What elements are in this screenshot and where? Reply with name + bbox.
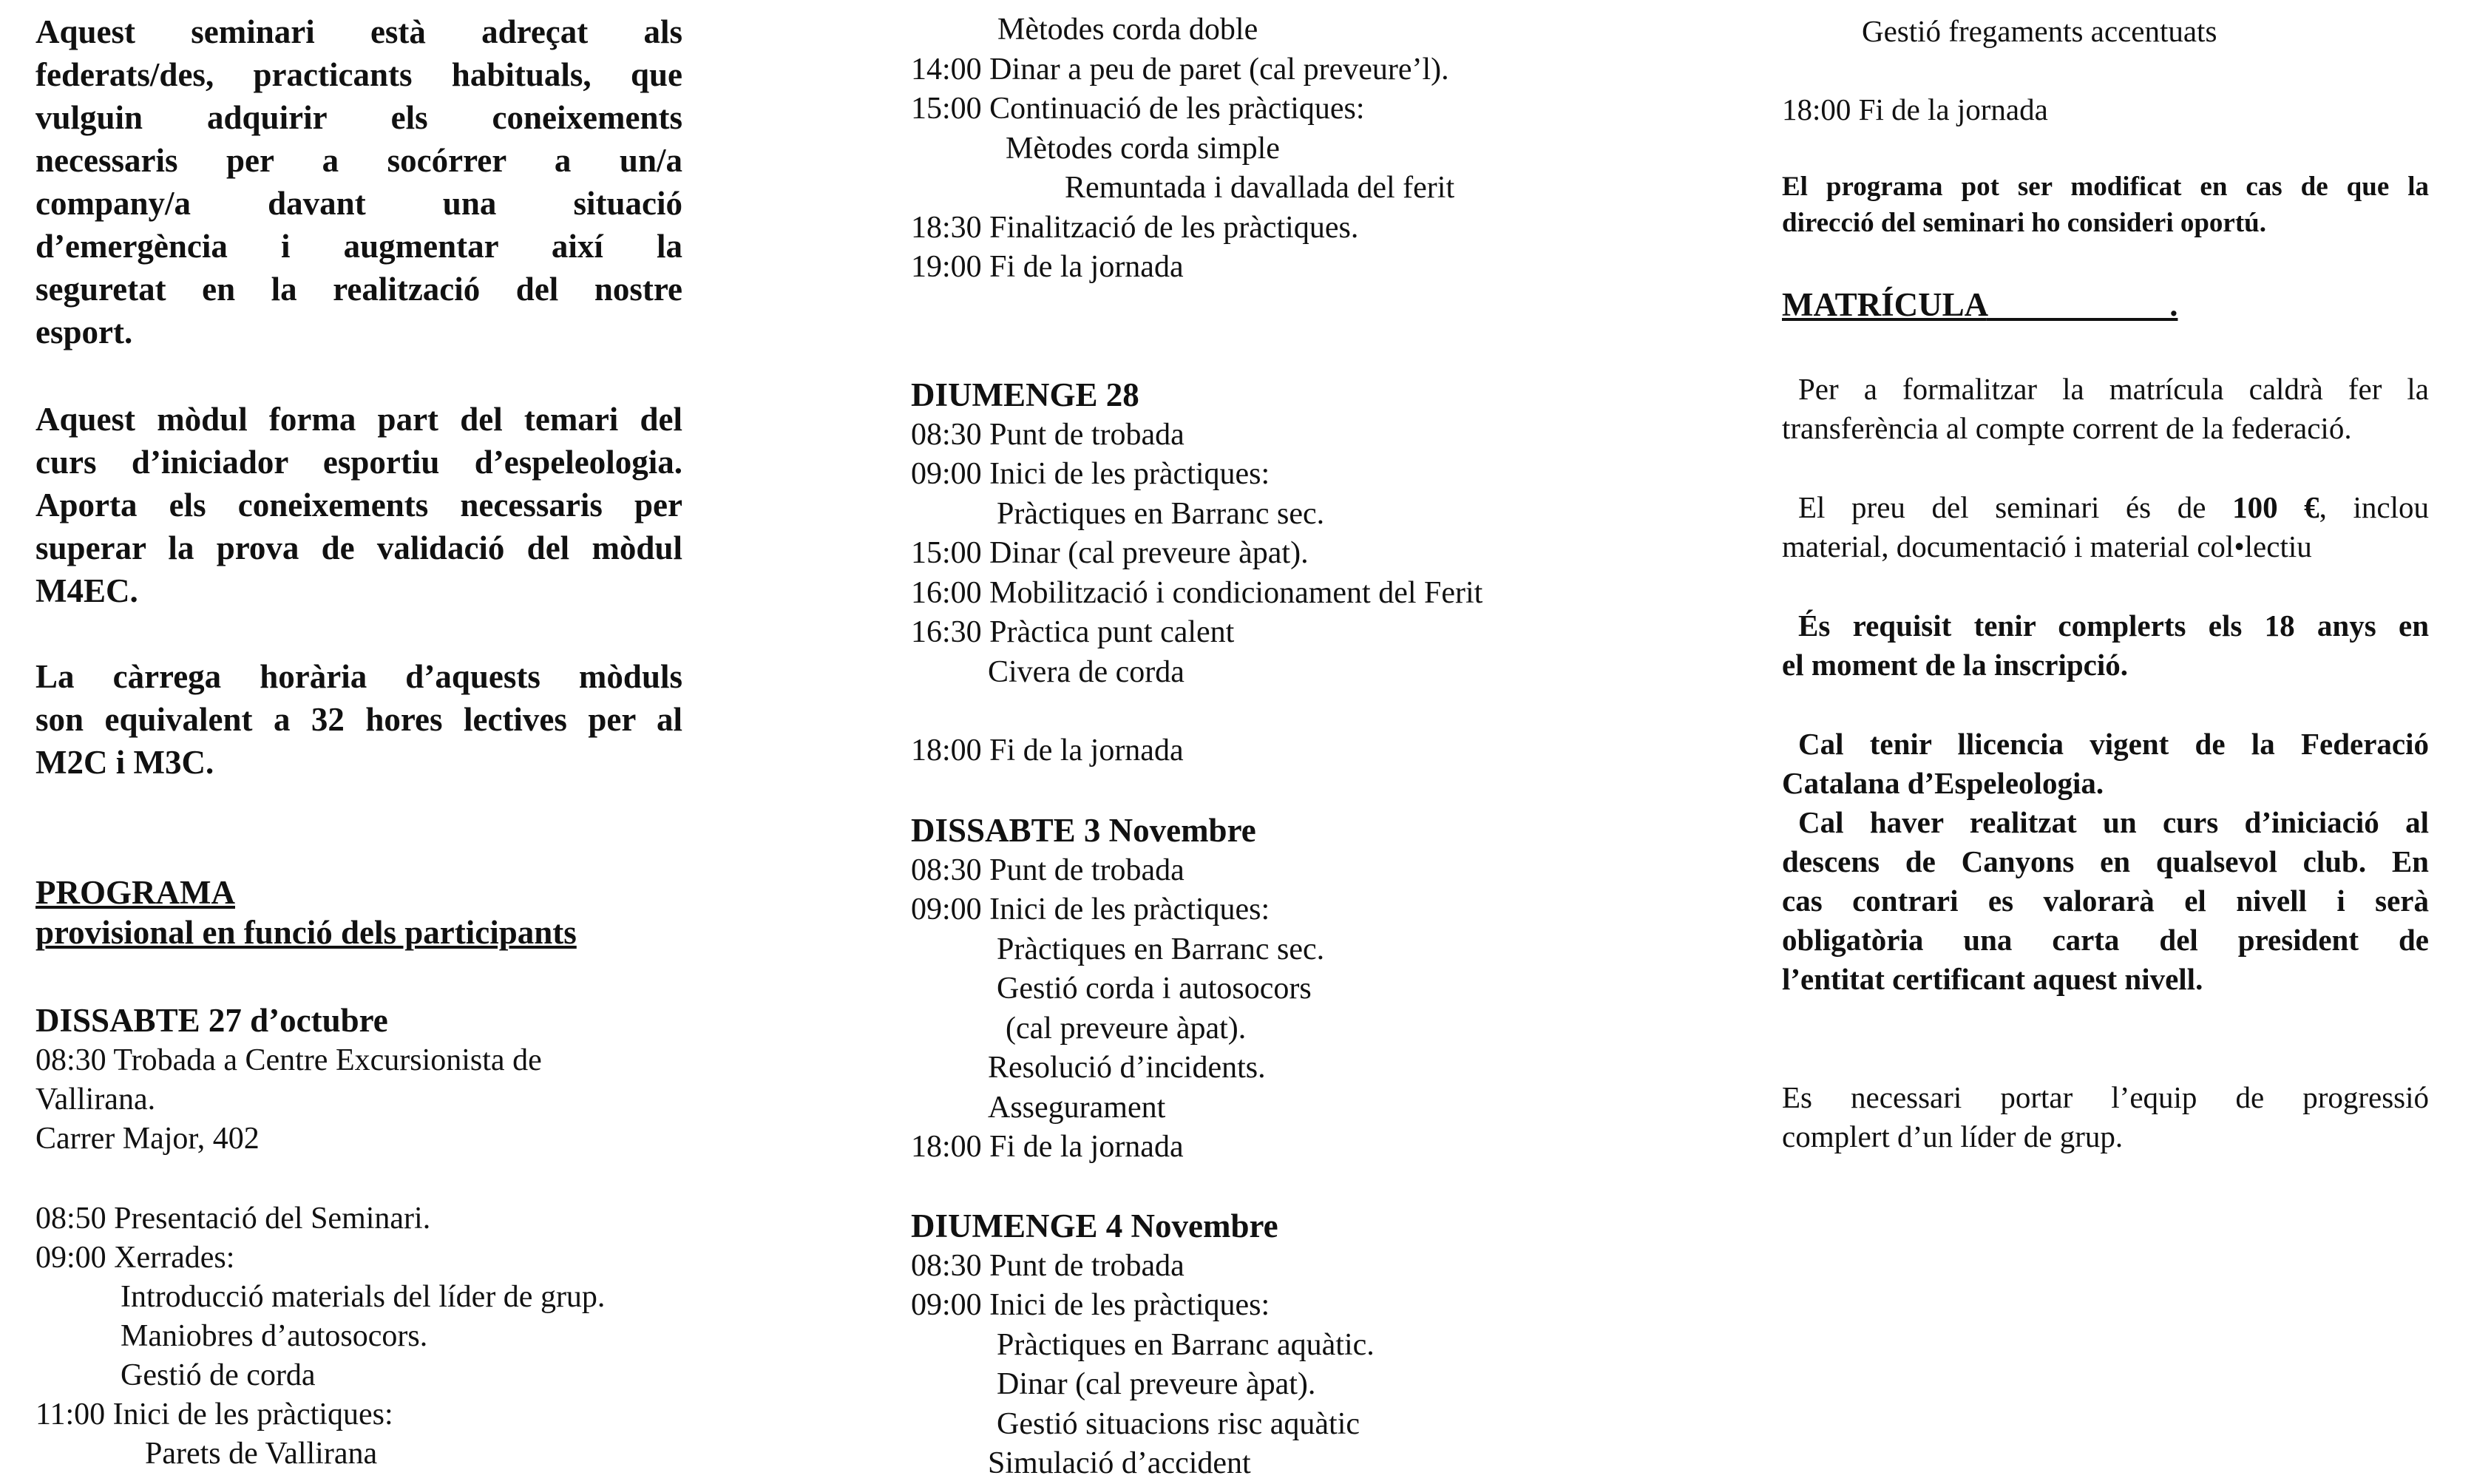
text-line: Resolució d’incidents. [988,1051,1266,1085]
requirement-age [1782,606,2429,685]
text-line: vulguin adquirir els coneixements [35,99,682,136]
day-saturday-3-nov [911,811,1324,1168]
text-line: Aquest mòdul forma part del temari del [35,401,682,438]
text-line: 14:00 Dinar a peu de paret (cal preveure’l). [911,52,1449,87]
text-line: d’emergència i augmentar així la [35,228,682,265]
text-line: Remuntada i davallada del ferit [1065,171,1455,205]
text-line: Pràctiques en Barranc aquàtic. [997,1327,1375,1362]
text-line: 18:00 Fi de la jornada [911,733,1184,768]
text-line: necessaris per a socórrer a un/a [35,142,682,179]
programa-title: PROGRAMA [35,874,235,911]
day-saturday-27 [35,1000,542,1159]
text-line: Es necessari portar l’equip de progressió [1782,1080,2429,1114]
text-line: descens de Canyons en qualsevol club. En [1782,844,2429,878]
text-line: 16:00 Mobilització i condicionament del Ferit [911,575,1483,610]
day-title: DIUMENGE 4 Novembre [911,1207,1278,1244]
text-line: Maniobres d’autosocors. [121,1319,428,1353]
text-line: 09:00 Xerrades: [35,1241,235,1275]
text-line: 08:30 Punt de trobada [911,853,1185,887]
text-line: Gestió corda i autosocors [997,972,1312,1006]
text-line: Gestió fregaments accentuats [1862,14,2217,48]
matricula-price [1782,488,2429,566]
text-line: 08:30 Punt de trobada [911,1248,1185,1283]
day-saturday-27-schedule [35,1199,605,1474]
text-line: Dinar (cal preveure àpat). [997,1367,1316,1401]
text-line: Introducció materials del líder de grup. [121,1280,606,1314]
price-value: 100 € [2232,490,2319,524]
text-line: Mètodes corda simple [1006,131,1280,166]
text-line: superar la prova de validació del mòdul [35,529,682,566]
text-line: 18:00 Fi de la jornada [1782,92,2048,126]
text-line: Per a formalitzar la matrícula caldrà fer la [1798,372,2429,406]
text-line: Cal tenir llicencia vigent de la Federació [1798,727,2429,761]
text-line: transferència al compte corrent de la federació. [1782,411,2352,445]
day-title: DIUMENGE 28 [911,376,1139,413]
text-line: direcció del seminari ho consideri oportú. [1782,208,2266,238]
text-line: 11:00 Inici de les pràctiques: [35,1397,393,1432]
text-line: material, documentació i material col•lectiu [1782,529,2312,563]
equipment-note [1782,1078,2429,1156]
text-line: 19:00 Fi de la jornada [911,250,1184,284]
matricula-title: MATRÍCULA . [1782,286,2178,323]
text-line: 09:00 Inici de les pràctiques: [911,457,1270,491]
text-line: 08:30 Trobada a Centre Excursionista de [35,1043,542,1077]
matricula-p1 [1782,370,2429,448]
text-line: son equivalent a 32 hores lectives per al [35,701,682,738]
text-line: Carrer Major, 402 [35,1122,260,1156]
text-line: Simulació d’accident [988,1446,1251,1480]
programa-subtitle: provisional en funció dels participants [35,914,577,951]
text-line: 18:30 Finalització de les pràctiques. [911,210,1359,245]
module-paragraph [35,398,682,612]
text-line: Mètodes corda doble [997,13,1258,47]
text-line: federats/des, practicants habituals, que [35,56,682,93]
text-line: esport. [35,314,133,350]
text-line: 15:00 Continuació de les pràctiques: [911,92,1365,126]
text-line: M4EC. [35,572,138,609]
text-line: Catalana d’Espeleologia. [1782,766,2104,800]
text-line: complert d’un líder de grup. [1782,1119,2124,1153]
text-line: Vallirana. [35,1082,156,1117]
program-note [1782,169,2429,241]
text-line: La càrrega horària d’aquests mòduls [35,658,682,695]
text-line: l’entitat certificant aquest nivell. [1782,962,2203,996]
text-line: Pràctiques en Barranc sec. [997,932,1325,966]
text-line: 15:00 Dinar (cal preveure àpat). [911,536,1309,570]
day-title: DISSABTE 27 d’octubre [35,1002,388,1039]
text-line: 08:30 Punt de trobada [911,417,1185,452]
text-line: cas contrari es valorarà el nivell i serà [1782,884,2429,918]
saturday-27-continued [911,10,1454,288]
text-line: obligatòria una carta del president de [1782,923,2429,957]
text-line: seguretat en la realització del nostre [35,271,682,308]
text-line: M2C i M3C. [35,744,214,781]
day-sunday-28 [911,376,1482,771]
text-line: És requisit tenir complerts els 18 anys en [1798,609,2429,643]
text-line: El programa pot ser modificat en cas de que la [1782,172,2429,202]
requirement-license [1782,725,2429,803]
text-line: Civera de corda [988,654,1185,689]
text-line: 18:00 Fi de la jornada [911,1130,1184,1164]
text-line: Aquest seminari està adreçat als [35,13,682,50]
text-line: Gestió de corda [121,1358,316,1392]
text-line: Gestió situacions risc aquàtic [997,1406,1360,1441]
text-line: 09:00 Inici de les pràctiques: [911,1288,1270,1322]
hours-paragraph [35,655,682,784]
day-title: DISSABTE 3 Novembre [911,812,1256,849]
text-line: 16:30 Pràctica punt calent [911,615,1235,649]
text-line: Aporta els coneixements necessaris per [35,487,682,524]
text-line: (cal preveure àpat). [1006,1011,1247,1046]
text-line: curs d’iniciador esportiu d’espeleologia. [35,444,682,481]
text-line: company/a davant una situació [35,185,682,222]
intro-paragraph [35,10,682,353]
matricula-heading [1782,283,2429,326]
text-line: Pràctiques en Barranc sec. [997,496,1325,531]
text-line: El preu del seminari és de 100 €, inclou [1798,490,2430,524]
requirement-course [1782,803,2429,999]
programa-heading [35,871,577,951]
text-line: Parets de Vallirana [145,1437,378,1471]
day-sunday-4-nov [911,1207,1375,1484]
text-line: Cal haver realitzat un curs d’iniciació al [1798,805,2429,839]
text-line: Assegurament [988,1090,1166,1125]
text-line: 09:00 Inici de les pràctiques: [911,892,1270,926]
text-line: 08:50 Presentació del Seminari. [35,1202,431,1236]
text-line: el moment de la inscripció. [1782,648,2129,682]
